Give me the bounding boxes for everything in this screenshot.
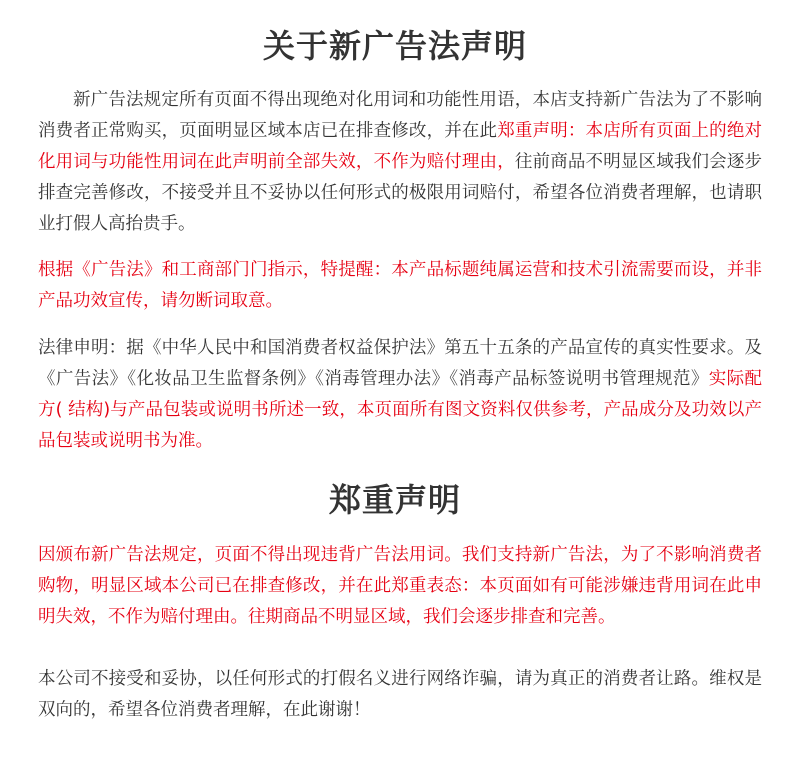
anti-fraud-paragraph: 本公司不接受和妥协，以任何形式的打假名义进行网络诈骗，请为真正的消费者让路。维权是双向的，希望各位消费者理解，在此谢谢！ — [38, 669, 762, 720]
ad-law-text-continued: 往前商品不明显区域我们会逐步排查完善修改，不接受并且不妥协以任何形式的极限用词赔付，希望各位消费者理解，也请职业打假人高抬贵手。 — [38, 152, 763, 234]
ad-law-paragraph — [38, 85, 762, 240]
formula-disclaimer-text: 实际配方( 结构)与产品包装或说明书所述一致，本页面所有图文资料仅供参考，产品成分及功效以产品包装或说明书为准。 — [38, 369, 763, 451]
notice-paragraph: 根据《广告法》和工商部门门指示，特提醒：本产品标题纯属运营和技术引流需要而设，并非产品功效宣传，请勿断词取意。 — [38, 260, 762, 311]
solemn-declaration-text: 郑重声明：本店所有页面上的绝对化用词与功能性用词在此声明前全部失效，不作为赔付理由， — [38, 121, 763, 172]
legal-statement-text: 法律申明：据《中华人民中和国消费者权益保护法》第五十五条的产品宣传的真实性要求。及《广告法》《化妆品卫生监督条例》《消毒管理办法》《消毒产品标签说明书管理规范》 — [38, 338, 762, 389]
section-title: 郑重声明 — [328, 481, 461, 519]
legal-statement-paragraph — [38, 333, 762, 457]
solemn-statement-paragraph: 因颁布新广告法规定，页面不得出现违背广告法用词。我们支持新广告法，为了不影响消费者购物，明显区域本公司已在排查修改，并在此郑重表态：本页面如有可能涉嫌违背用词在此申明失效，不作为赔付理由。往期商品不明显区域，我们会逐步排查和完善。 — [38, 545, 762, 627]
ad-law-text: 新广告法规定所有页面不得出现绝对化用词和功能性用语，本店支持新广告法为了不影响消费者正常购买，页面明显区域本店已在排查修改，并在此 — [38, 90, 762, 141]
page-title: 关于新广告法声明 — [262, 27, 527, 65]
